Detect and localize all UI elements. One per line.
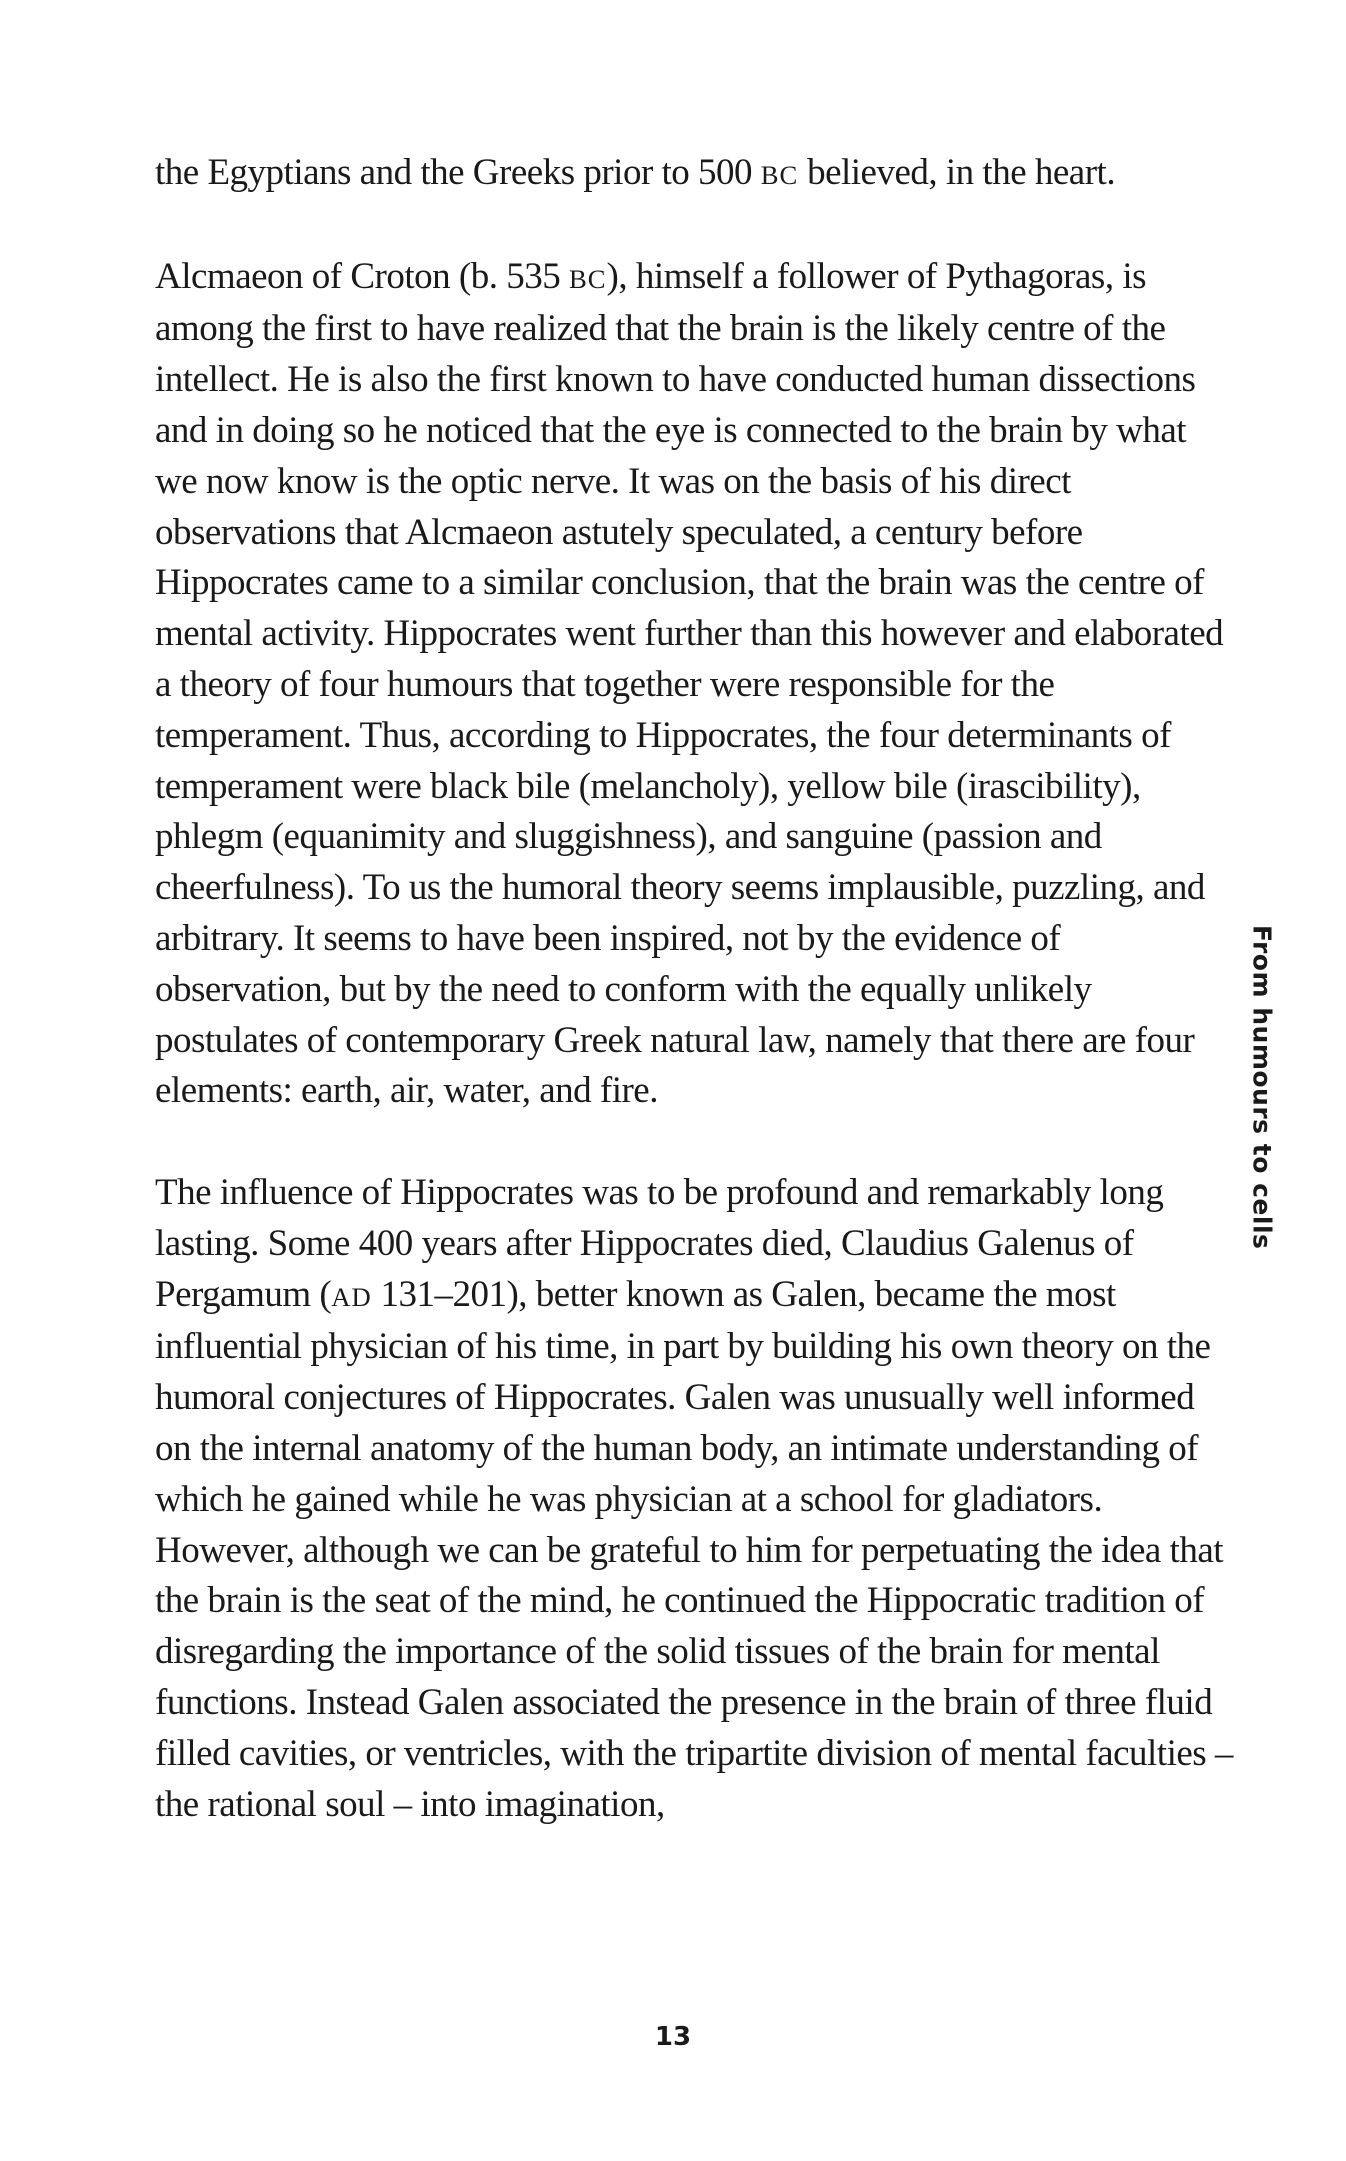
- paragraph-1: [155, 148, 1235, 201]
- era-abbreviation: BC: [760, 160, 799, 190]
- running-head-text: From humours to cells: [1247, 925, 1277, 1250]
- era-abbreviation: BC: [568, 263, 607, 294]
- paragraph-2: [155, 252, 1235, 1118]
- paragraph-2-text-b: ), himself a follower of Pythagoras, is among the first to have realized that the brain is the likely centre of the intellect. He is also the first known to have conducted human dissections and in doing so he noticed that the eye is connected to the brain by what we now know is the optic nerve. It was on the basis of his direct observations that Alcmaeon astutely speculated, a century before Hippocrates came to a similar conclusion, that the brain was the centre of mental activity. Hippocrates went further than this however and elaborated a theory of four humours that together were responsible for the temperament. Thus, according to Hippocrates, the four determinants of temperament were black bile (melancholy), yellow bile (irascibility), phlegm (equanimity and sluggishness), and sanguine (passion and cheerfulness). To us the humoral theory seems implausible, puzzling, and arbitrary. It seems to have been inspired, not by the evidence of observation, but by the need to conform with the equally unlikely postulates of contemporary Greek natural law, namely that there are four elements: earth, air, water, and fire.: [155, 255, 1224, 1112]
- page-number: 13: [654, 2022, 692, 2052]
- era-abbreviation: AD: [331, 1281, 372, 1312]
- paragraph-3: [155, 1168, 1235, 1830]
- paragraph-3-text-b: 131–201), better known as Galen, became the most influential physician of his time, in part by building his own theory on the humoral conjectures of Hippocrates. Galen was unusually well informed on the internal anatomy of the human body, an intimate understanding of which he gained while he was physician at a school for gladiators. However, although we can be grateful to him for perpetuating the idea that the brain is the seat of the mind, he continued the Hippocratic tradition of disregarding the importance of the solid tissues of the brain for mental functions. Instead Galen associated the presence in the brain of three fluid filled cavities, or ventricles, with the tripartite division of mental faculties – the rational soul – into imagination,: [155, 1273, 1233, 1825]
- running-head: [1232, 925, 1292, 1250]
- paragraph-2-text-a: Alcmaeon of Croton (b. 535: [155, 255, 569, 297]
- body-text: [155, 148, 1235, 1830]
- paragraph-3-text-a: The influence of Hippocrates was to be profound and remarkably long lasting. Some 400 years after Hippocrates died, Claudius Galenus of Pergamum (: [155, 1171, 1164, 1315]
- paragraph-1-text-b: believed, in the heart.: [798, 152, 1116, 193]
- paragraph-1-text-a: the Egyptians and the Greeks prior to 500: [155, 152, 761, 193]
